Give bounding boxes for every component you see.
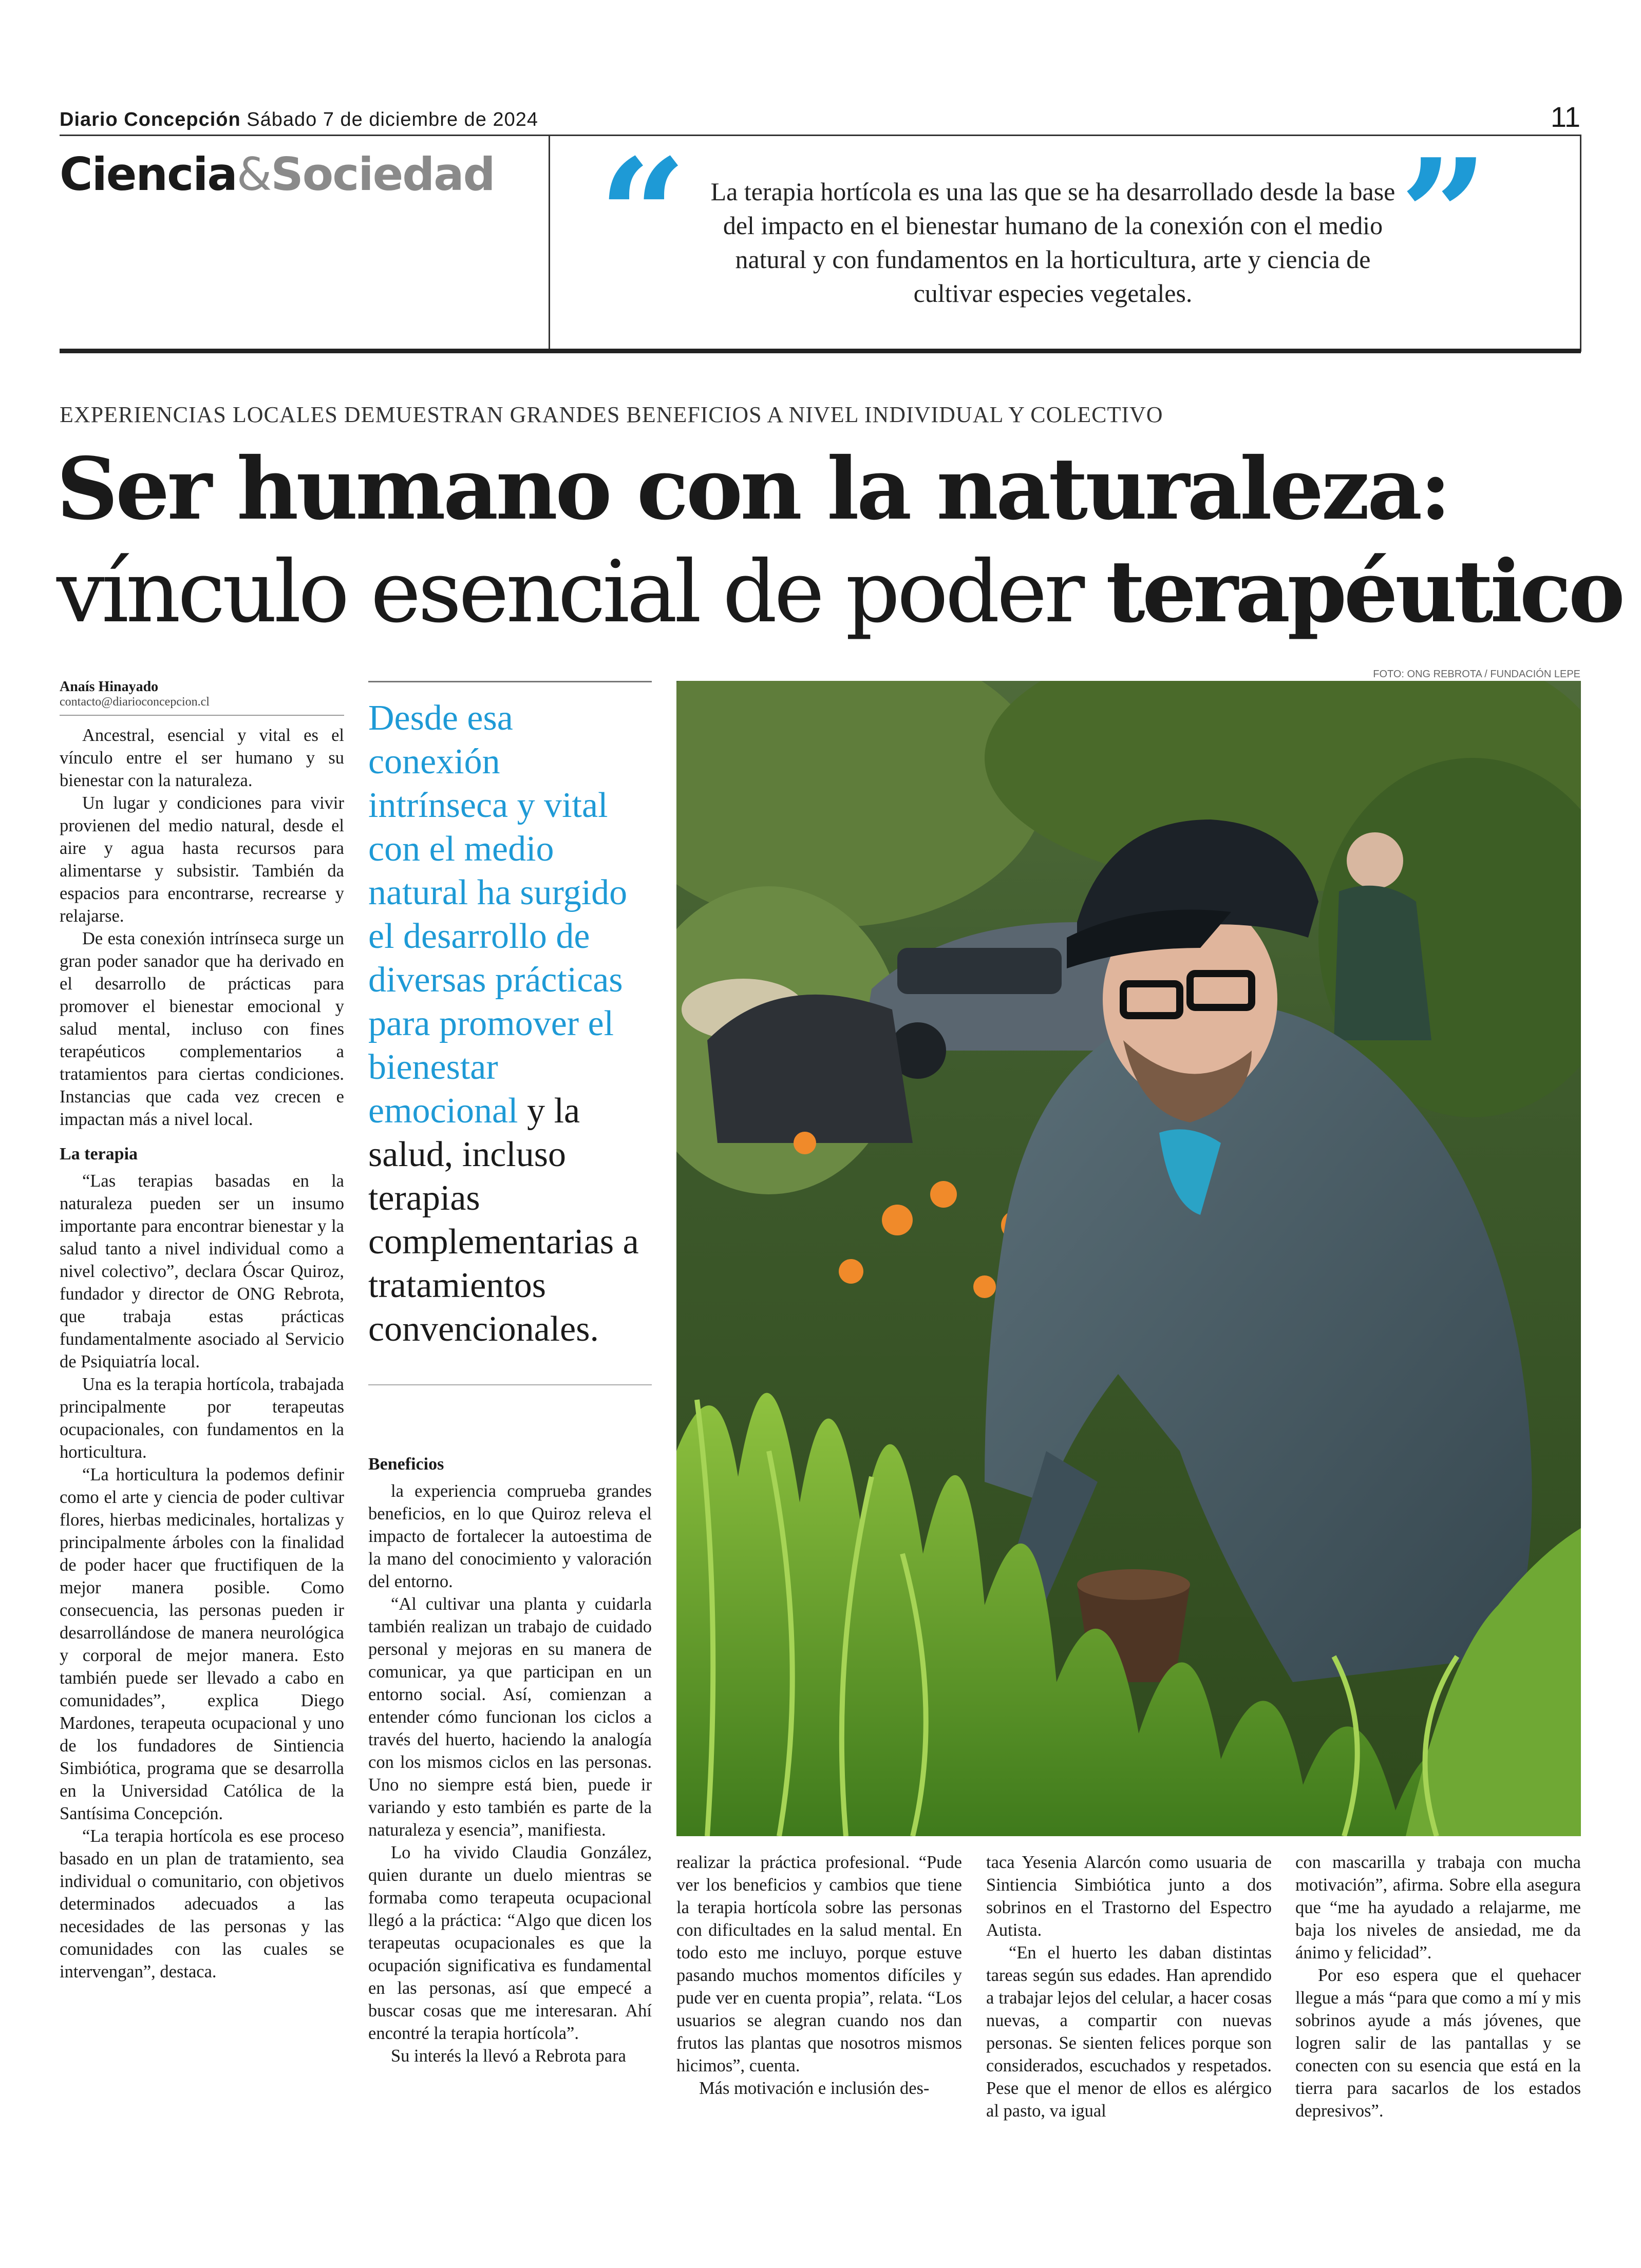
paragraph: “En el huerto les daban distintas tareas según sus edades. Han aprendido a trabajar lejos del celular, a hacer cosas nuevas, a compartir con nuevas personas. Se sienten felices porque son considerados, escuchados y respetados. Pese que el menor de ellos es alérgico al pasto, va igual (986, 1943, 1272, 2121)
paragraph: Ancestral, esencial y vital es el vínculo entre el ser humano y su bienestar con la naturaleza. (60, 726, 344, 790)
section-name-amp: & (236, 148, 271, 201)
paragraph: “La horticultura la podemos definir como el arte y ciencia de poder cultivar flores, hierbas medicinales, hortalizas y principalmente árboles con la finalidad de poder hacer que fructifiquen de la mejor manera posible. Como consecuencia, las personas pueden ir desarrollándose de manera neurológica y corporal de mejor manera. Esto también puede ser llevado a cabo en comunidades”, explica Diego Mardones, terapeuta ocupacional y uno de los fundadores de Sintiencia Simbiótica, programa que se desarrolla en la Universidad Católica de la Santísima Concepción. (60, 1465, 344, 1823)
header-divider (549, 135, 550, 350)
subhead-beneficios: Beneficios (368, 1455, 444, 1474)
paragraph: De esta conexión intrínseca surge un gran poder sanador que ha derivado en el desarrollo de prácticas para promover el bienestar emocional y salud mental, incluso con fines terapéuticos complementarios a tratamientos para ciertas condiciones. Instancias que cada vez crecen e impactan más a nivel local. (60, 929, 344, 1129)
pull-quote-rest: y la salud, incluso terapias complementarias a tratamientos convencionales. (368, 1091, 639, 1349)
section-name-part2: Sociedad (271, 148, 495, 201)
pull-quote-bottom-rule (368, 1384, 652, 1385)
subhead-la-terapia: La terapia (60, 1145, 138, 1164)
paragraph: taca Yesenia Alarcón como usuaria de Sintiencia Simbiótica junto a dos sobrinos en el Trastorno del Espectro Autista. (986, 1853, 1272, 1940)
page-number: 11 (1550, 101, 1580, 133)
headline-line-2 (56, 542, 1623, 642)
byline-rule (60, 715, 344, 716)
column-2 (368, 1453, 652, 2067)
folio (60, 109, 538, 131)
paragraph: con mascarilla y trabaja con mucha motivación”, afirma. Sobre ella asegura que “me ha ayudado a relajarme, me baja los niveles de ansiedad, me da ánimo y felicidad”. (1295, 1853, 1581, 1962)
newspaper-name: Diario Concepción (60, 109, 241, 130)
paragraph: realizar la práctica profesional. “Pude ver los beneficios y cambios que tiene la terapia hortícola sobre las personas con dificultades en la salud mental. En todo esto me incluyo, porque estuve pasando muchos momentos difíciles y pude ver en cuenta propia”, relata. “Los usuarios se alegran cuando nos dan frutos las plantas que nosotros mismos hicimos”, cuenta. (676, 1853, 962, 2075)
paragraph: Una es la terapia hortícola, trabajada principalmente por terapeutas ocupacionales, con fundamentos en la horticultura. (60, 1375, 344, 1462)
paragraph: Por eso espera que el quehacer llegue a más “para que como a mí y mis sobrinos ayude a más jóvenes, que logren salir de las pantallas y se conecten con su esencia que está en la tierra para sacarlos de los estados depresivos”. (1295, 1966, 1581, 2121)
header-rule (60, 349, 1581, 353)
paragraph: “Al cultivar una planta y cuidarla también realizan un trabajo de cuidado personal y mejoras en su manera de comunicar, ya que participan en un entorno social. Así, comienzan a entender cómo funcionan los ciclos a través del huerto, haciendo la analogía con los mismos ciclos en las personas. Uno no siempre está bien, puede ir variando y esto también es parte de la naturaleza y esencia”, manifiesta. (368, 1594, 652, 1840)
column-3 (676, 1851, 962, 2100)
headline-bold: terapéutico (1106, 542, 1623, 642)
column-1 (60, 724, 344, 1983)
headline-regular: vínculo esencial de poder (56, 543, 1106, 642)
photo-credit: FOTO: ONG REBROTA / FUNDACIÓN LEPE (1373, 669, 1580, 680)
issue-date: Sábado 7 de diciembre de 2024 (247, 109, 539, 130)
garden-photo-illustration (676, 681, 1581, 1836)
header-quote-text: La terapia hortícola es una las que se ha desarrollado desde la base del impacto en el bienestar humano de la conexión con el medio natural y con fundamentos en la horticultura, arte y ciencia de cultivar especies vegetales. (710, 177, 1395, 308)
headline-line-1: Ser humano con la naturaleza: (56, 439, 1449, 539)
column-4 (986, 1851, 1272, 2122)
paragraph: Un lugar y condiciones para vivir provienen del medio natural, desde el aire y agua hasta recursos para alimentarse y subsistir. También da espacios para encontrarse, recrearse y relajarse. (60, 793, 344, 926)
author-email: contacto@diarioconcepcion.cl (60, 695, 210, 709)
close-quote-icon: ” (1400, 125, 1488, 306)
section-name (60, 148, 495, 201)
paragraph: “Las terapias basadas en la naturaleza pueden ser un insumo importante para encontrar bienestar y la salud tanto a nivel individual como a nivel colectivo”, declara Óscar Quiroz, fundador y director de ONG Rebrota, que trabaja estas prácticas fundamentalmente asociado al Servicio de Psiquiatría local. (60, 1171, 344, 1371)
kicker: EXPERIENCIAS LOCALES DEMUESTRAN GRANDES BENEFICIOS A NIVEL INDIVIDUAL Y COLECTIVO (60, 402, 1163, 427)
paragraph: Su interés la llevó a Rebrota para (391, 2046, 626, 2066)
article-photo (676, 681, 1581, 1836)
pull-quote-top-rule (368, 681, 652, 682)
column-5 (1295, 1851, 1581, 2122)
paragraph: la experiencia comprueba grandes beneficios, en lo que Quiroz releva el impacto de fortalecer la autoestima de la mano del conocimiento y valoración del entorno. (368, 1481, 652, 1591)
pull-quote (368, 696, 646, 1351)
pull-quote-highlight: Desde esa conexión intrínseca y vital con el medio natural ha surgido el desarrollo de diversas prácticas para promover el bienestar emocional (368, 698, 628, 1131)
paragraph: “La terapia hortícola es ese proceso basado en un plan de tratamiento, sea individual o comunitario, con objetivos determinados adecuados a las necesidades de las personas y las comunidades con las cuales se intervengan”, destaca. (60, 1826, 344, 1981)
paragraph: Más motivación e inclusión des- (699, 2079, 930, 2098)
author-name: Anaís Hinayado (60, 679, 159, 695)
section-name-part1: Ciencia (60, 148, 237, 201)
open-quote-icon: “ (598, 125, 687, 306)
paragraph: Lo ha vivido Claudia González, quien durante un duelo mientras se formaba como terapeuta ocupacional llegó a la práctica: “Algo que dicen los terapeutas ocupacionales es que la ocupación significativa es fundamental en las personas, así que empecé a buscar cosas que me interesaran. Ahí encontré la terapia hortícola”. (368, 1843, 652, 2043)
